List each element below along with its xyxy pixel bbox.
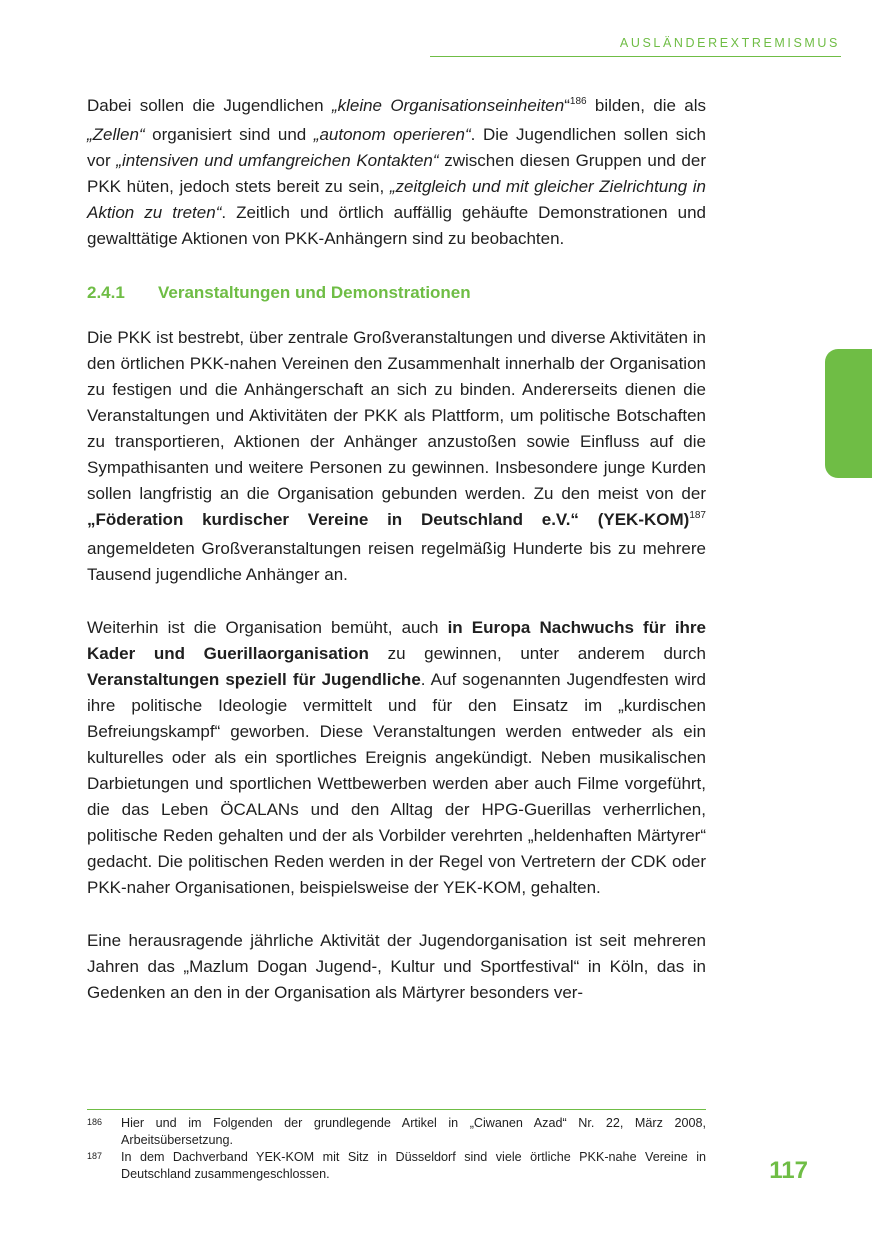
footnote-text: Hier und im Folgenden der grundlegende Artikel in „Ciwanen Azad“ Nr. 22, März 2008, Arbeitsübersetzung. bbox=[121, 1116, 706, 1147]
text-run: Die PKK ist bestrebt, über zentrale Großveranstaltungen und diverse Aktivitäten in den örtlichen PKK-nahen Vereinen den Zusammenhalt innerhalb der Organisation zu festigen und die Anhängerschaft an sich zu binden. Andererseits dienen die Veranstaltungen und Aktivitäten der PKK als Plattform, um politische Botschaften zu transportieren, Aktionen der Anhänger anzustoßen sowie Einfluss auf die Sympathisanten und weitere Personen zu gewinnen. Insbesondere junge Kurden sollen langfristig an die Organisation gebunden werden. Zu den meist von der bbox=[87, 327, 706, 504]
paragraph-3 bbox=[87, 615, 706, 902]
text-run: zu gewinnen, unter anderem durch bbox=[368, 643, 706, 663]
text-run: angemeldeten Großveranstaltungen reisen regelmäßig Hunderte bis zu mehrere Tausend jugendliche Anhänger an. bbox=[87, 539, 706, 585]
running-header: AUSLÄNDEREXTREMISMUS bbox=[619, 36, 840, 50]
text-run: Weiterhin ist die Organisation bemüht, auch bbox=[87, 617, 448, 637]
text-run: Eine herausragende jährliche Aktivität der Jugendorganisation ist seit mehreren Jahren das „Mazlum Dogan Jugend-, Kultur und Sportfestival“ in Köln, das in Gedenken an den in der Organisation als Märtyrer besonders ver- bbox=[87, 930, 706, 1002]
text-run: Dabei sollen die Jugendlichen bbox=[87, 96, 332, 115]
bold-run: in Europa Nachwuchs für ihre Kader und Guerillaorganisation bbox=[87, 617, 707, 663]
footnote-186 bbox=[87, 1115, 706, 1148]
bold-run: Veranstaltungen speziell für Jugendliche bbox=[87, 669, 421, 689]
footnote-ref-187[interactable]: 187 bbox=[689, 510, 706, 522]
text-run: . Die Jugendlichen sollen sich vor bbox=[87, 125, 706, 171]
section-title: Veranstaltungen und Demonstrationen bbox=[158, 282, 471, 302]
text-run: “ bbox=[564, 96, 570, 115]
footnote-number: 186 bbox=[87, 1117, 103, 1127]
quote-run: „Zellen“ bbox=[87, 125, 145, 145]
chapter-tab-marker bbox=[825, 349, 872, 478]
text-run: zwischen diesen Gruppen und der PKK hüten, jedoch stets bereit zu sein, bbox=[87, 151, 706, 197]
header-rule bbox=[430, 56, 841, 57]
page-number: 117 bbox=[769, 1157, 808, 1184]
section-number: 2.4.1 bbox=[87, 282, 125, 302]
quote-run: „kleine Organisationseinheiten bbox=[331, 96, 565, 115]
footnote-187 bbox=[87, 1149, 706, 1182]
section-heading bbox=[87, 281, 706, 305]
text-run: . Auf sogenannten Jugendfesten wird ihre politische Ideologie vermittelt und für den Einsatz im „kurdischen Befreiungskampf“ geworben. Diese Veranstaltungen werden entweder als ein kulturelles oder als ein sportliches Ereignis angekündigt. Neben musikalischen Darbietungen und sportlichen Wettbewerben werden aber auch Filme vorgeführt, die das Leben ÖCALANs und den Alltag der HPG-Guerillas verherrlichen, politische Reden gehalten und der als Vorbilder verehrten „heldenhaften Märtyrer“ gedacht. Die politischen Reden werden in der Regel von Vertretern der CDK oder PKK-naher Organisationen, beispielsweise der YEK-KOM, gehalten. bbox=[87, 669, 706, 898]
footnotes bbox=[87, 1115, 706, 1183]
quote-run: „autonom operieren“ bbox=[313, 125, 471, 145]
bold-run: „Föderation kurdischer Vereine in Deutschland e.V.“ (YEK-KOM) bbox=[87, 510, 690, 530]
footnote-ref-186[interactable]: 186 bbox=[569, 96, 587, 107]
footnote-text: In dem Dachverband YEK-KOM mit Sitz in Düsseldorf sind viele örtliche PKK-nahe Vereine in Deutschland zusammengeschlossen. bbox=[121, 1150, 706, 1181]
paragraph-4 bbox=[87, 928, 706, 1006]
footnote-number: 187 bbox=[87, 1151, 103, 1161]
footnote-rule bbox=[87, 1109, 706, 1110]
text-run: organisiert sind und bbox=[144, 125, 314, 145]
main-text bbox=[87, 93, 706, 1006]
quote-run: „zeitgleich und mit gleicher Zielrichtung in Aktion zu treten“ bbox=[87, 177, 706, 223]
quote-run: „intensiven und umfangreichen Kontakten“ bbox=[116, 151, 439, 171]
text-run: bilden, die als bbox=[586, 96, 707, 115]
paragraph-2 bbox=[87, 325, 706, 589]
paragraph-1 bbox=[87, 93, 706, 253]
text-run: . Zeitlich und örtlich auffällig gehäufte Demonstrationen und gewalttätige Aktionen von PKK-Anhängern sind zu beobachten. bbox=[87, 203, 706, 249]
